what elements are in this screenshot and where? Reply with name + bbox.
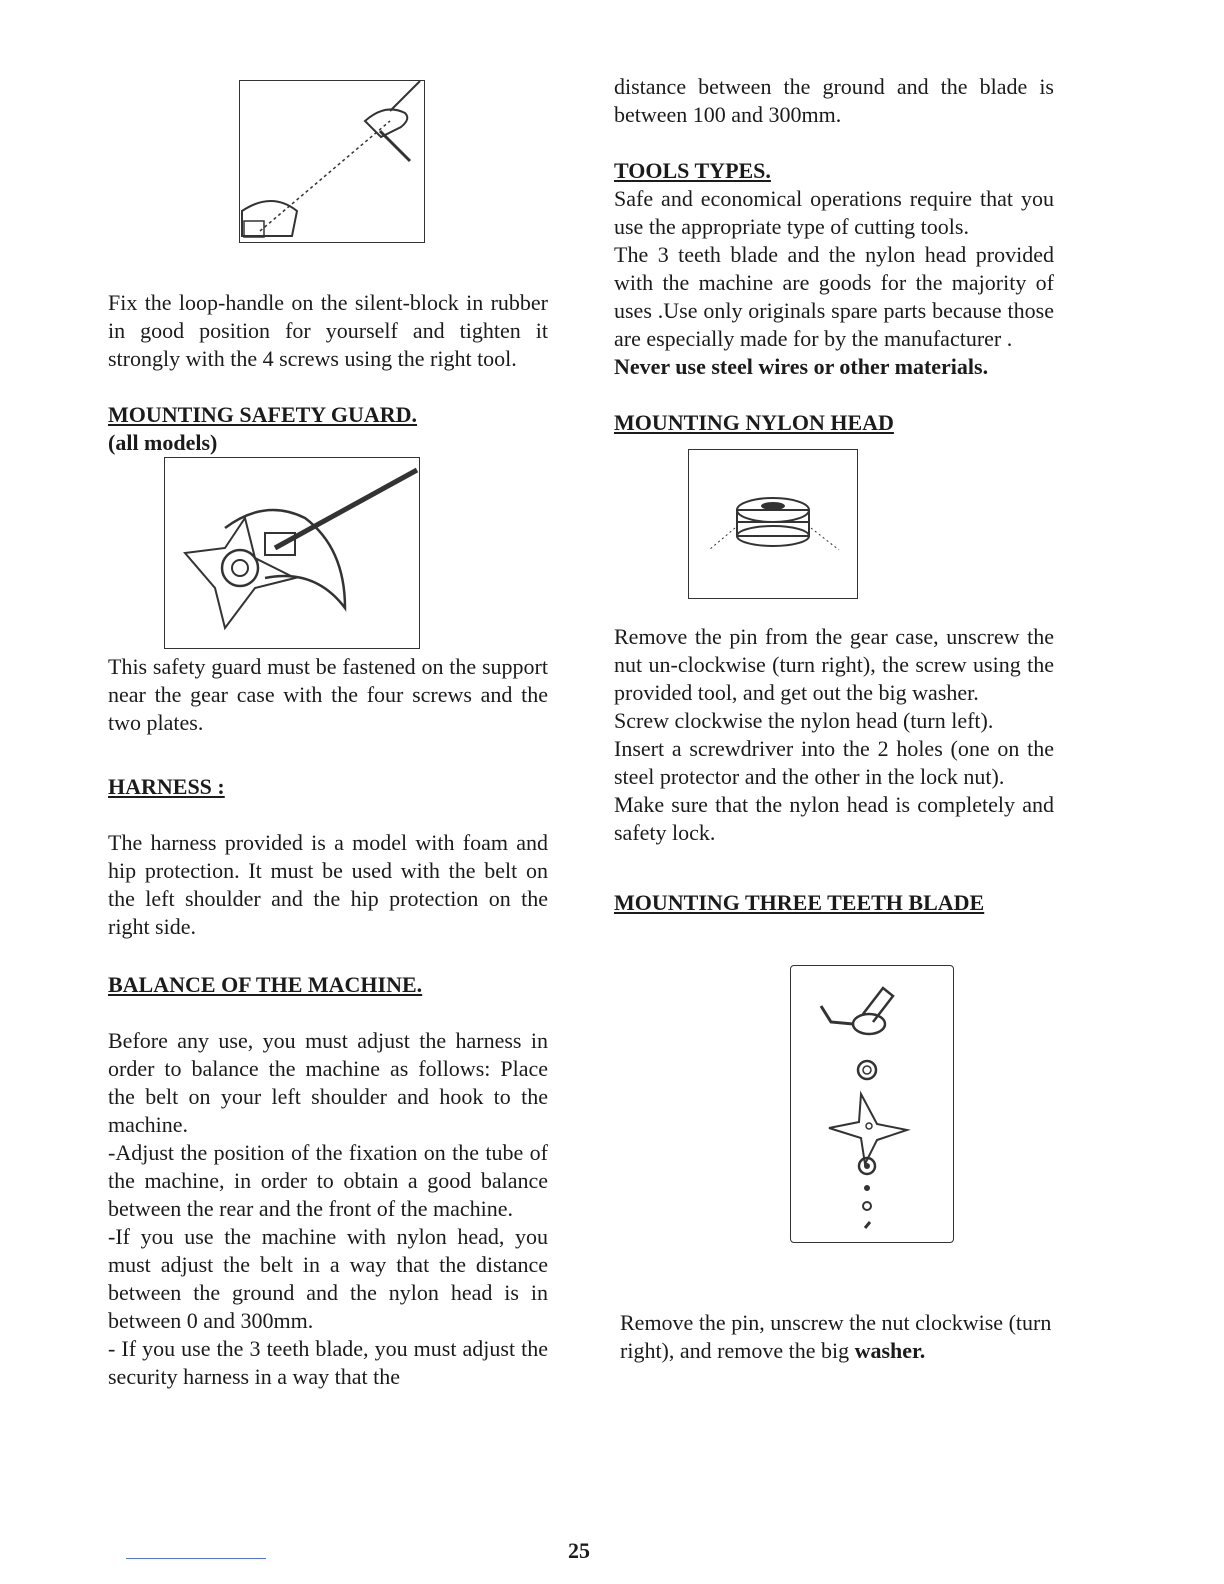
- balance-paragraph-1: Before any use, you must adjust the harness in order to balance the machine as follows: Place the belt on your left shoulder and hook to the machine.: [108, 1028, 548, 1137]
- harness-text: The harness provided is a model with foam and hip protection. It must be used with the belt on the left shoulder and the hip protection on the right side.: [108, 830, 548, 939]
- nylon-head-figure: [688, 449, 858, 599]
- loop-handle-figure: [239, 80, 425, 243]
- safety-guard-text: This safety guard must be fastened on the support near the gear case with the four screws and the two plates.: [108, 654, 548, 735]
- page-number: 25: [568, 1538, 590, 1563]
- safety-guard-subheading: (all models): [108, 430, 218, 455]
- safety-guard-figure: [164, 457, 420, 649]
- balance-heading: BALANCE OF THE MACHINE.: [108, 972, 423, 997]
- balance-paragraph-3: -If you use the machine with nylon head, you must adjust the belt in a way that the distance between the ground and the nylon head is in between 0 and 300mm.: [108, 1224, 548, 1333]
- nylon-head-heading: MOUNTING NYLON HEAD: [614, 410, 894, 435]
- three-teeth-blade-drawing: [791, 966, 953, 1242]
- nylon-paragraph-4: Make sure that the nylon head is completely and safety lock.: [614, 792, 1054, 845]
- footer-rule: [126, 1558, 266, 1559]
- continued-text: distance between the ground and the blade is between 100 and 300mm.: [614, 74, 1054, 127]
- tools-warning: Never use steel wires or other materials.: [614, 354, 989, 379]
- nylon-head-drawing: [689, 450, 857, 598]
- tools-paragraph-2: The 3 teeth blade and the nylon head provided with the machine are goods for the majority of uses .Use only originals spare parts because those are especially made for by the manufacturer .: [614, 242, 1054, 351]
- nylon-paragraph-2: Screw clockwise the nylon head (turn left).: [614, 708, 994, 733]
- safety-guard-drawing: [165, 458, 419, 648]
- blade-text: [620, 1309, 1054, 1365]
- nylon-paragraph-1: Remove the pin from the gear case, unscrew the nut un-clockwise (turn right), the screw using the provided tool, and get out the big washer.: [614, 624, 1054, 705]
- left-column: [108, 80, 548, 1391]
- balance-paragraph-2: -Adjust the position of the fixation on the tube of the machine, in order to obtain a good balance between the rear and the front of the machine.: [108, 1140, 548, 1221]
- three-teeth-blade-heading: MOUNTING THREE TEETH BLADE: [614, 890, 985, 915]
- nylon-paragraph-3: Insert a screwdriver into the 2 holes (one on the steel protector and the other in the lock nut).: [614, 736, 1054, 789]
- blade-text-washer: washer.: [854, 1338, 926, 1363]
- tools-types-heading: TOOLS TYPES.: [614, 158, 771, 183]
- blade-text-start: Remove the pin, unscrew the nut clockwise (turn right), and remove the big: [620, 1310, 1052, 1363]
- harness-heading: HARNESS :: [108, 774, 225, 799]
- loop-handle-text: Fix the loop-handle on the silent-block in rubber in good position for yourself and tighten it strongly with the 4 screws using the right tool.: [108, 290, 548, 371]
- balance-paragraph-4: - If you use the 3 teeth blade, you must adjust the security harness in a way that the: [108, 1336, 548, 1389]
- loop-handle-drawing: [240, 81, 424, 242]
- right-column: [614, 73, 1054, 1365]
- three-teeth-blade-figure: [790, 965, 954, 1243]
- tools-paragraph-1: Safe and economical operations require that you use the appropriate type of cutting tools.: [614, 186, 1054, 239]
- safety-guard-heading: MOUNTING SAFETY GUARD.: [108, 402, 418, 427]
